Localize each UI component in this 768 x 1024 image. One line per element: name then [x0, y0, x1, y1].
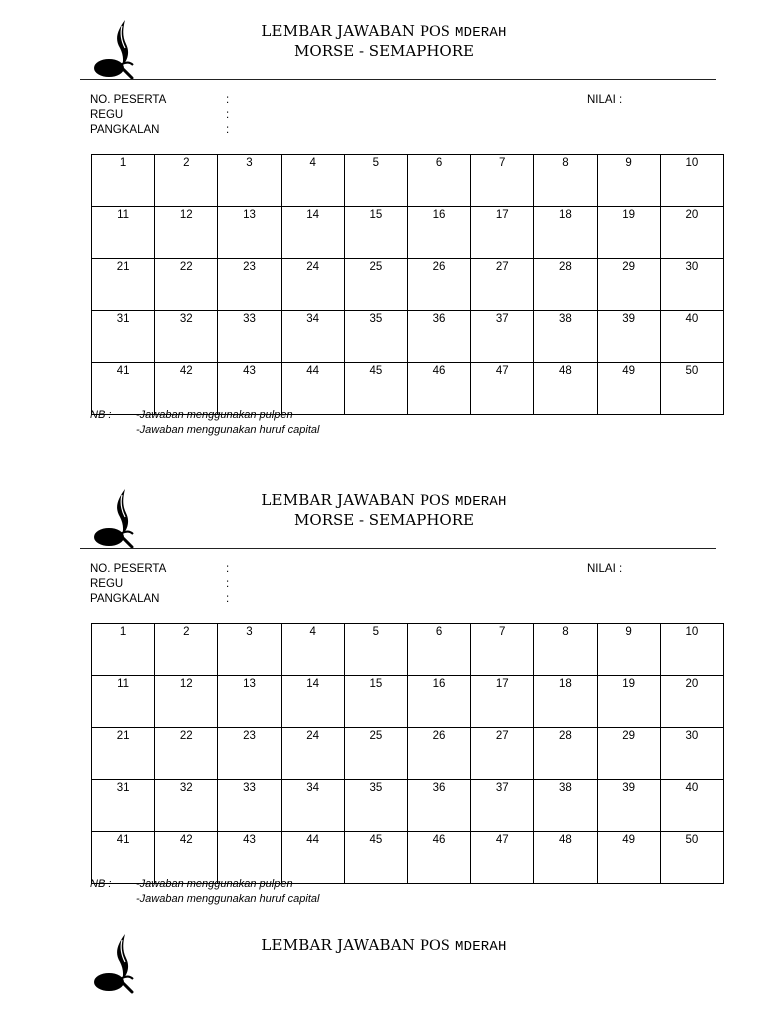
- answer-cell[interactable]: 15: [344, 207, 407, 259]
- answer-cell[interactable]: 43: [218, 363, 281, 415]
- answer-cell[interactable]: 42: [155, 832, 218, 884]
- answer-cell[interactable]: 40: [660, 311, 723, 363]
- answer-cell[interactable]: 40: [660, 780, 723, 832]
- answer-cell[interactable]: 14: [281, 676, 344, 728]
- answer-cell[interactable]: 5: [344, 155, 407, 207]
- answer-cell[interactable]: 43: [218, 832, 281, 884]
- answer-cell[interactable]: 7: [471, 155, 534, 207]
- answer-cell[interactable]: 47: [471, 832, 534, 884]
- answer-cell[interactable]: 8: [534, 155, 597, 207]
- grid-row: [92, 676, 724, 728]
- note-capital: -Jawaban menggunakan huruf capital: [136, 893, 320, 905]
- answer-cell[interactable]: 49: [597, 363, 660, 415]
- nb-label: NB :: [90, 409, 112, 421]
- answer-cell[interactable]: 18: [534, 676, 597, 728]
- label-no-peserta: NO. PESERTA: [90, 563, 167, 575]
- answer-cell[interactable]: 23: [218, 259, 281, 311]
- answer-cell[interactable]: 19: [597, 676, 660, 728]
- answer-cell[interactable]: 45: [344, 363, 407, 415]
- label-nilai: NILAI :: [587, 563, 623, 575]
- colon: :: [226, 94, 230, 106]
- answer-sheet-3: [0, 914, 768, 1024]
- answer-cell[interactable]: 28: [534, 728, 597, 780]
- grid-row: [92, 155, 724, 207]
- answer-cell[interactable]: 24: [281, 728, 344, 780]
- answer-cell[interactable]: 33: [218, 311, 281, 363]
- answer-cell[interactable]: 27: [471, 728, 534, 780]
- answer-cell[interactable]: 45: [344, 832, 407, 884]
- answer-cell[interactable]: 28: [534, 259, 597, 311]
- sheet-title: LEMBAR JAWABAN POS MDERAH: [261, 491, 507, 510]
- grid-row: [92, 207, 724, 259]
- colon: :: [226, 109, 230, 121]
- answer-cell[interactable]: 23: [218, 728, 281, 780]
- answer-cell[interactable]: 21: [92, 259, 155, 311]
- answer-cell[interactable]: 26: [407, 259, 470, 311]
- label-regu: REGU: [90, 109, 124, 121]
- header-divider: [80, 548, 716, 549]
- answer-grid: [91, 154, 724, 415]
- answer-cell[interactable]: 29: [597, 728, 660, 780]
- answer-cell[interactable]: 34: [281, 311, 344, 363]
- answer-cell[interactable]: 14: [281, 207, 344, 259]
- grid-row: [92, 363, 724, 415]
- answer-cell[interactable]: 39: [597, 780, 660, 832]
- answer-cell[interactable]: 30: [660, 728, 723, 780]
- answer-cell[interactable]: 38: [534, 780, 597, 832]
- answer-cell[interactable]: 42: [155, 363, 218, 415]
- answer-cell[interactable]: 44: [281, 363, 344, 415]
- grid-row: [92, 780, 724, 832]
- answer-cell[interactable]: 35: [344, 780, 407, 832]
- answer-grid: [91, 623, 724, 884]
- answer-cell[interactable]: 12: [155, 676, 218, 728]
- answer-cell[interactable]: 13: [218, 676, 281, 728]
- colon: :: [226, 578, 230, 590]
- answer-cell[interactable]: 20: [660, 676, 723, 728]
- label-nilai: NILAI :: [587, 94, 623, 106]
- answer-cell[interactable]: 48: [534, 832, 597, 884]
- grid-row: [92, 624, 724, 676]
- answer-cell[interactable]: 29: [597, 259, 660, 311]
- answer-cell[interactable]: 6: [407, 155, 470, 207]
- answer-cell[interactable]: 47: [471, 363, 534, 415]
- answer-cell[interactable]: 2: [155, 624, 218, 676]
- label-pangkalan: PANGKALAN: [90, 124, 160, 136]
- answer-sheet-2: [0, 469, 768, 929]
- answer-cell[interactable]: 16: [407, 207, 470, 259]
- answer-cell[interactable]: 1: [92, 624, 155, 676]
- answer-cell[interactable]: 38: [534, 311, 597, 363]
- answer-cell[interactable]: 1: [92, 155, 155, 207]
- answer-cell[interactable]: 6: [407, 624, 470, 676]
- answer-cell[interactable]: 46: [407, 363, 470, 415]
- colon: :: [226, 124, 230, 136]
- answer-cell[interactable]: 31: [92, 780, 155, 832]
- answer-cell[interactable]: 32: [155, 311, 218, 363]
- answer-cell[interactable]: 37: [471, 780, 534, 832]
- note-capital: -Jawaban menggunakan huruf capital: [136, 424, 320, 436]
- label-no-peserta: NO. PESERTA: [90, 94, 167, 106]
- answer-cell[interactable]: 15: [344, 676, 407, 728]
- sheet-title: LEMBAR JAWABAN POS MDERAH: [261, 936, 507, 955]
- answer-cell[interactable]: 34: [281, 780, 344, 832]
- answer-cell[interactable]: 19: [597, 207, 660, 259]
- grid-row: [92, 259, 724, 311]
- answer-cell[interactable]: 25: [344, 728, 407, 780]
- answer-cell[interactable]: 9: [597, 155, 660, 207]
- answer-cell[interactable]: 7: [471, 624, 534, 676]
- answer-cell[interactable]: 8: [534, 624, 597, 676]
- sheet-subtitle: MORSE - SEMAPHORE: [294, 42, 474, 60]
- answer-cell[interactable]: 22: [155, 259, 218, 311]
- answer-cell[interactable]: 46: [407, 832, 470, 884]
- answer-cell[interactable]: 25: [344, 259, 407, 311]
- nb-label: NB :: [90, 878, 112, 890]
- answer-cell[interactable]: 9: [597, 624, 660, 676]
- answer-cell[interactable]: 37: [471, 311, 534, 363]
- grid-row: [92, 311, 724, 363]
- answer-cell[interactable]: 20: [660, 207, 723, 259]
- answer-cell[interactable]: 3: [218, 155, 281, 207]
- note-pulpen: -Jawaban menggunakan pulpen: [136, 409, 293, 421]
- answer-cell[interactable]: 44: [281, 832, 344, 884]
- answer-cell[interactable]: 22: [155, 728, 218, 780]
- answer-cell[interactable]: 32: [155, 780, 218, 832]
- answer-cell[interactable]: 4: [281, 624, 344, 676]
- answer-cell[interactable]: 49: [597, 832, 660, 884]
- answer-cell[interactable]: 50: [660, 363, 723, 415]
- answer-cell[interactable]: 12: [155, 207, 218, 259]
- answer-cell[interactable]: 13: [218, 207, 281, 259]
- answer-cell[interactable]: 2: [155, 155, 218, 207]
- answer-cell[interactable]: 17: [471, 207, 534, 259]
- answer-sheet-1: [0, 0, 768, 460]
- answer-cell[interactable]: 36: [407, 311, 470, 363]
- answer-cell[interactable]: 10: [660, 155, 723, 207]
- answer-cell[interactable]: 36: [407, 780, 470, 832]
- answer-cell[interactable]: 16: [407, 676, 470, 728]
- answer-cell[interactable]: 3: [218, 624, 281, 676]
- sheet-subtitle: MORSE - SEMAPHORE: [294, 511, 474, 529]
- answer-cell[interactable]: 41: [92, 832, 155, 884]
- answer-cell[interactable]: 31: [92, 311, 155, 363]
- sheet-title: LEMBAR JAWABAN POS MDERAH: [261, 22, 507, 41]
- answer-cell[interactable]: 5: [344, 624, 407, 676]
- answer-cell[interactable]: 33: [218, 780, 281, 832]
- header-divider: [80, 79, 716, 80]
- answer-cell[interactable]: 30: [660, 259, 723, 311]
- answer-cell[interactable]: 39: [597, 311, 660, 363]
- answer-cell[interactable]: 48: [534, 363, 597, 415]
- answer-cell[interactable]: 27: [471, 259, 534, 311]
- note-pulpen: -Jawaban menggunakan pulpen: [136, 878, 293, 890]
- answer-cell[interactable]: 41: [92, 363, 155, 415]
- answer-cell[interactable]: 11: [92, 207, 155, 259]
- answer-cell[interactable]: 17: [471, 676, 534, 728]
- answer-cell[interactable]: 21: [92, 728, 155, 780]
- answer-cell[interactable]: 4: [281, 155, 344, 207]
- grid-row: [92, 728, 724, 780]
- answer-cell[interactable]: 35: [344, 311, 407, 363]
- answer-cell[interactable]: 50: [660, 832, 723, 884]
- colon: :: [226, 563, 230, 575]
- answer-cell[interactable]: 11: [92, 676, 155, 728]
- grid-row: [92, 832, 724, 884]
- answer-cell[interactable]: 10: [660, 624, 723, 676]
- colon: :: [226, 593, 230, 605]
- answer-cell[interactable]: 24: [281, 259, 344, 311]
- answer-cell[interactable]: 18: [534, 207, 597, 259]
- answer-cell[interactable]: 26: [407, 728, 470, 780]
- label-regu: REGU: [90, 578, 124, 590]
- label-pangkalan: PANGKALAN: [90, 593, 160, 605]
